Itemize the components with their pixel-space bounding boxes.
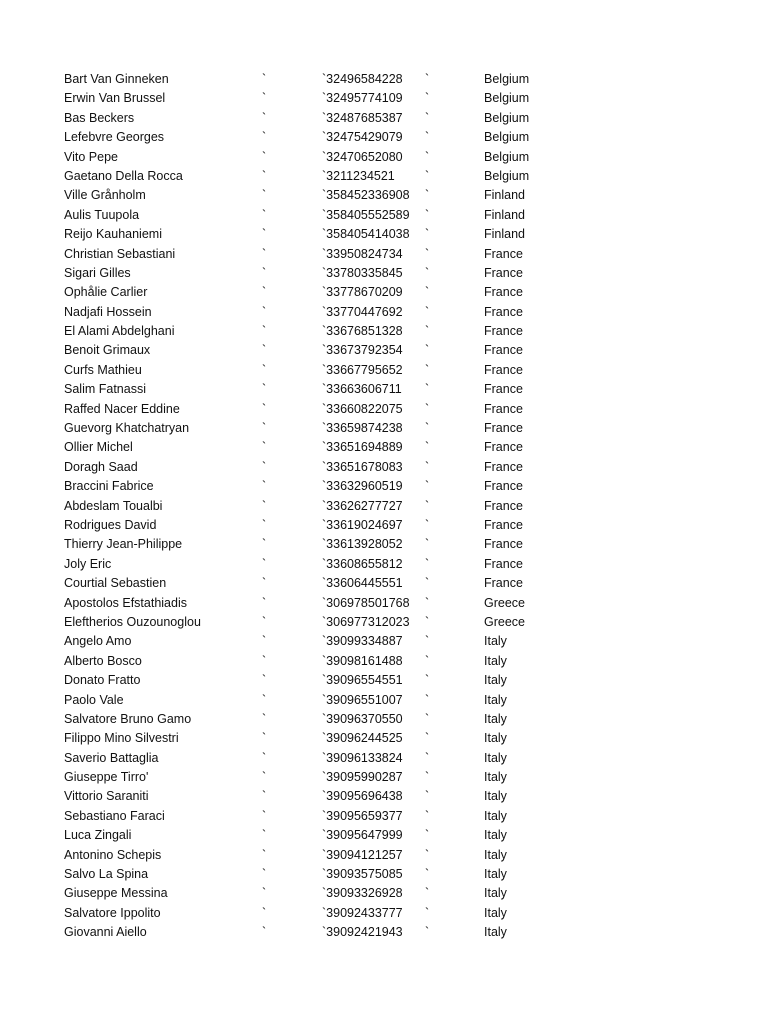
table-row [0, 574, 768, 593]
separator-mark: ` [262, 304, 267, 319]
country-name: France [484, 401, 523, 416]
phone-number: `33651678083 [322, 459, 403, 474]
phone-number: `3211234521 [322, 168, 395, 183]
separator-mark: ` [425, 673, 430, 688]
table-row [0, 671, 768, 690]
contact-name: Ollier Michel [64, 440, 133, 455]
country-name: Italy [484, 692, 507, 707]
separator-mark: ` [425, 227, 430, 242]
separator-mark: ` [262, 886, 267, 901]
country-name: Italy [484, 634, 507, 649]
phone-number: `32475429079 [322, 130, 403, 145]
separator-mark: ` [262, 711, 267, 726]
phone-number: `33676851328 [322, 324, 403, 339]
phone-number: `33613928052 [322, 537, 403, 552]
separator-mark: ` [262, 440, 267, 455]
phone-number: `39093575085 [322, 867, 403, 882]
table-row [0, 807, 768, 826]
table-row [0, 128, 768, 147]
country-name: France [484, 459, 523, 474]
separator-mark: ` [425, 479, 430, 494]
contact-name: Giuseppe Tirro' [64, 770, 149, 785]
separator-mark: ` [262, 692, 267, 707]
separator-mark: ` [262, 188, 267, 203]
country-name: France [484, 517, 523, 532]
country-name: Italy [484, 673, 507, 688]
country-name: Finland [484, 188, 525, 203]
separator-mark: ` [425, 382, 430, 397]
phone-number: `39093326928 [322, 886, 403, 901]
contact-name: Paolo Vale [64, 692, 124, 707]
separator-mark: ` [425, 207, 430, 222]
country-name: Greece [484, 614, 525, 629]
table-row [0, 865, 768, 884]
contact-name: Abdeslam Toualbi [64, 498, 163, 513]
phone-number: `39092433777 [322, 905, 403, 920]
phone-number: `33950824734 [322, 246, 403, 261]
contact-name: Vittorio Saraniti [64, 789, 149, 804]
table-row [0, 787, 768, 806]
country-name: Belgium [484, 110, 530, 125]
phone-number: `39098161488 [322, 653, 403, 668]
country-name: France [484, 324, 523, 339]
separator-mark: ` [262, 382, 267, 397]
phone-number: `33663606711 [322, 382, 402, 397]
country-name: Belgium [484, 130, 530, 145]
contact-name: Filippo Mino Silvestri [64, 731, 179, 746]
phone-number: `39092421943 [322, 925, 403, 940]
contact-name: Joly Eric [64, 556, 112, 571]
country-name: France [484, 362, 523, 377]
contact-name: Salvatore Bruno Gamo [64, 711, 192, 726]
country-name: Italy [484, 789, 507, 804]
phone-number: `39095647999 [322, 828, 403, 843]
separator-mark: ` [262, 227, 267, 242]
separator-mark: ` [425, 401, 430, 416]
table-row [0, 400, 768, 419]
table-row [0, 303, 768, 322]
separator-mark: ` [262, 324, 267, 339]
phone-number: `39096554551 [322, 673, 403, 688]
separator-mark: ` [262, 479, 267, 494]
phone-number: `358405552589 [322, 207, 410, 222]
table-row [0, 497, 768, 516]
phone-number: `39096244525 [322, 731, 403, 746]
contact-name: Bas Beckers [64, 110, 135, 125]
country-name: France [484, 537, 523, 552]
separator-mark: ` [262, 673, 267, 688]
contact-name: Sigari Gilles [64, 265, 131, 280]
contact-name: Alberto Bosco [64, 653, 142, 668]
table-row [0, 341, 768, 360]
phone-number: `32470652080 [322, 149, 403, 164]
contact-name: Braccini Fabrice [64, 479, 154, 494]
separator-mark: ` [262, 265, 267, 280]
country-name: France [484, 304, 523, 319]
separator-mark: ` [262, 207, 267, 222]
country-name: Italy [484, 847, 507, 862]
country-name: France [484, 382, 523, 397]
separator-mark: ` [262, 130, 267, 145]
separator-mark: ` [425, 304, 430, 319]
separator-mark: ` [262, 750, 267, 765]
contact-name: Donato Fratto [64, 673, 141, 688]
contact-name: Raffed Nacer Eddine [64, 401, 180, 416]
separator-mark: ` [262, 149, 267, 164]
country-name: Belgium [484, 72, 530, 86]
separator-mark: ` [262, 789, 267, 804]
phone-number: `33660822075 [322, 401, 403, 416]
phone-number: `33770447692 [322, 304, 403, 319]
table-row [0, 691, 768, 710]
separator-mark: ` [262, 867, 267, 882]
phone-number: `358452336908 [322, 188, 410, 203]
separator-mark: ` [425, 731, 430, 746]
country-name: Italy [484, 905, 507, 920]
separator-mark: ` [262, 91, 267, 106]
phone-number: `33667795652 [322, 362, 403, 377]
country-name: France [484, 440, 523, 455]
separator-mark: ` [425, 324, 430, 339]
contact-name: Ophålie Carlier [64, 285, 148, 300]
phone-number: `32495774109 [322, 91, 403, 106]
table-row [0, 245, 768, 264]
table-row [0, 419, 768, 438]
country-name: France [484, 556, 523, 571]
country-name: Italy [484, 828, 507, 843]
phone-number: `33780335845 [322, 265, 403, 280]
contact-name: Doragh Saad [64, 459, 138, 474]
contact-name: Aulis Tuupola [64, 207, 140, 222]
country-name: Italy [484, 750, 507, 765]
table-row [0, 535, 768, 554]
table-row [0, 225, 768, 244]
contact-name: Lefebvre Georges [64, 130, 165, 145]
separator-mark: ` [425, 343, 430, 358]
separator-mark: ` [425, 653, 430, 668]
table-row [0, 167, 768, 186]
country-name: Italy [484, 711, 507, 726]
country-name: Italy [484, 770, 507, 785]
table-row [0, 884, 768, 903]
country-name: France [484, 498, 523, 513]
separator-mark: ` [425, 130, 430, 145]
separator-mark: ` [262, 556, 267, 571]
phone-number: `39094121257 [322, 847, 403, 862]
table-row [0, 186, 768, 205]
table-row [0, 846, 768, 865]
separator-mark: ` [262, 905, 267, 920]
phone-number: `33608655812 [322, 556, 403, 571]
separator-mark: ` [425, 576, 430, 591]
contact-name: Eleftherios Ouzounoglou [64, 614, 201, 629]
table-row [0, 904, 768, 923]
phone-number: `39095696438 [322, 789, 403, 804]
separator-mark: ` [425, 770, 430, 785]
separator-mark: ` [425, 168, 430, 183]
table-row [0, 283, 768, 302]
separator-mark: ` [262, 168, 267, 183]
contact-name: Courtial Sebastien [64, 576, 167, 591]
separator-mark: ` [262, 498, 267, 513]
separator-mark: ` [262, 362, 267, 377]
separator-mark: ` [262, 731, 267, 746]
phone-number: `39096551007 [322, 692, 403, 707]
separator-mark: ` [262, 401, 267, 416]
phone-number: `33626277727 [322, 498, 403, 513]
table-row [0, 768, 768, 787]
country-name: Italy [484, 867, 507, 882]
separator-mark: ` [425, 905, 430, 920]
separator-mark: ` [425, 692, 430, 707]
separator-mark: ` [425, 886, 430, 901]
contact-name: Antonino Schepis [64, 847, 162, 862]
phone-number: `39096133824 [322, 750, 403, 765]
separator-mark: ` [425, 828, 430, 843]
phone-number: `33632960519 [322, 479, 403, 494]
contact-name: El Alami Abdelghani [64, 324, 175, 339]
separator-mark: ` [262, 595, 267, 610]
contact-name: Salvo La Spina [64, 867, 149, 882]
separator-mark: ` [262, 614, 267, 629]
contact-name: Giuseppe Messina [64, 886, 168, 901]
separator-mark: ` [262, 847, 267, 862]
separator-mark: ` [425, 595, 430, 610]
table-row [0, 923, 768, 942]
table-row [0, 826, 768, 845]
contact-name: Saverio Battaglia [64, 750, 159, 765]
separator-mark: ` [262, 110, 267, 125]
separator-mark: ` [425, 459, 430, 474]
separator-mark: ` [425, 847, 430, 862]
country-name: Finland [484, 207, 525, 222]
phone-number: `32496584228 [322, 72, 403, 86]
table-row [0, 652, 768, 671]
table-row [0, 109, 768, 128]
separator-mark: ` [425, 149, 430, 164]
separator-mark: ` [262, 770, 267, 785]
country-name: France [484, 343, 523, 358]
separator-mark: ` [425, 711, 430, 726]
phone-number: `306977312023 [322, 614, 410, 629]
phone-number: `39095990287 [322, 770, 403, 785]
separator-mark: ` [425, 925, 430, 940]
table-row [0, 729, 768, 748]
separator-mark: ` [262, 72, 267, 86]
country-name: Italy [484, 886, 507, 901]
contact-name: Erwin Van Brussel [64, 91, 166, 106]
contact-name: Curfs Mathieu [64, 362, 142, 377]
country-name: Italy [484, 653, 507, 668]
contact-name: Nadjafi Hossein [64, 304, 152, 319]
contact-sheet [0, 70, 768, 943]
phone-number: `33778670209 [322, 285, 403, 300]
country-name: Belgium [484, 149, 530, 164]
contact-name: Christian Sebastiani [64, 246, 176, 261]
separator-mark: ` [425, 498, 430, 513]
separator-mark: ` [425, 867, 430, 882]
table-row [0, 749, 768, 768]
separator-mark: ` [425, 285, 430, 300]
phone-number: `33619024697 [322, 517, 403, 532]
separator-mark: ` [425, 634, 430, 649]
contact-name: Giovanni Aiello [64, 925, 147, 940]
separator-mark: ` [425, 110, 430, 125]
table-row [0, 89, 768, 108]
table-row [0, 458, 768, 477]
table-row [0, 555, 768, 574]
contact-name: Bart Van Ginneken [64, 72, 169, 86]
country-name: Belgium [484, 91, 530, 106]
contact-name: Benoit Grimaux [64, 343, 151, 358]
country-name: Greece [484, 595, 525, 610]
separator-mark: ` [262, 285, 267, 300]
separator-mark: ` [262, 517, 267, 532]
separator-mark: ` [262, 576, 267, 591]
separator-mark: ` [262, 246, 267, 261]
separator-mark: ` [425, 537, 430, 552]
separator-mark: ` [425, 556, 430, 571]
phone-number: `33606445551 [322, 576, 403, 591]
phone-number: `39099334887 [322, 634, 403, 649]
table-row [0, 264, 768, 283]
table-row [0, 206, 768, 225]
phone-number: `33651694889 [322, 440, 403, 455]
separator-mark: ` [425, 517, 430, 532]
table-row [0, 70, 768, 89]
separator-mark: ` [425, 246, 430, 261]
contact-table [0, 70, 768, 943]
table-row [0, 632, 768, 651]
separator-mark: ` [425, 421, 430, 436]
country-name: Italy [484, 925, 507, 940]
separator-mark: ` [425, 72, 430, 86]
separator-mark: ` [262, 634, 267, 649]
phone-number: `39095659377 [322, 808, 403, 823]
phone-number: `39096370550 [322, 711, 403, 726]
separator-mark: ` [262, 653, 267, 668]
country-name: France [484, 265, 523, 280]
contact-name: Apostolos Efstathiadis [64, 595, 187, 610]
country-name: Belgium [484, 168, 530, 183]
separator-mark: ` [425, 362, 430, 377]
separator-mark: ` [262, 537, 267, 552]
phone-number: `306978501768 [322, 595, 410, 610]
contact-name: Reijo Kauhaniemi [64, 227, 162, 242]
separator-mark: ` [262, 459, 267, 474]
contact-name: Angelo Amo [64, 634, 132, 649]
country-name: France [484, 285, 523, 300]
contact-name: Sebastiano Faraci [64, 808, 165, 823]
country-name: France [484, 479, 523, 494]
country-name: France [484, 421, 523, 436]
contact-name: Guevorg Khatchatryan [64, 421, 190, 436]
contact-name: Gaetano Della Rocca [64, 168, 183, 183]
table-row [0, 594, 768, 613]
separator-mark: ` [425, 808, 430, 823]
table-row [0, 361, 768, 380]
separator-mark: ` [262, 828, 267, 843]
country-name: Finland [484, 227, 525, 242]
contact-name: Salvatore Ippolito [64, 905, 161, 920]
contact-name: Luca Zingali [64, 828, 132, 843]
contact-name: Vito Pepe [64, 149, 118, 164]
phone-number: `33673792354 [322, 343, 403, 358]
separator-mark: ` [425, 91, 430, 106]
country-name: France [484, 576, 523, 591]
country-name: France [484, 246, 523, 261]
phone-number: `32487685387 [322, 110, 403, 125]
separator-mark: ` [425, 265, 430, 280]
country-name: Italy [484, 731, 507, 746]
phone-number: `358405414038 [322, 227, 410, 242]
separator-mark: ` [262, 421, 267, 436]
separator-mark: ` [425, 789, 430, 804]
separator-mark: ` [425, 614, 430, 629]
separator-mark: ` [262, 925, 267, 940]
contact-name: Ville Grånholm [64, 188, 146, 203]
separator-mark: ` [262, 343, 267, 358]
table-row [0, 438, 768, 457]
country-name: Italy [484, 808, 507, 823]
phone-number: `33659874238 [322, 421, 403, 436]
separator-mark: ` [262, 808, 267, 823]
separator-mark: ` [425, 750, 430, 765]
separator-mark: ` [425, 440, 430, 455]
contact-name: Rodrigues David [64, 517, 157, 532]
table-row [0, 380, 768, 399]
contact-name: Thierry Jean-Philippe [64, 537, 183, 552]
table-row [0, 322, 768, 341]
table-row [0, 477, 768, 496]
table-row [0, 710, 768, 729]
table-row [0, 516, 768, 535]
separator-mark: ` [425, 188, 430, 203]
table-row [0, 613, 768, 632]
contact-name: Salim Fatnassi [64, 382, 146, 397]
table-row [0, 148, 768, 167]
